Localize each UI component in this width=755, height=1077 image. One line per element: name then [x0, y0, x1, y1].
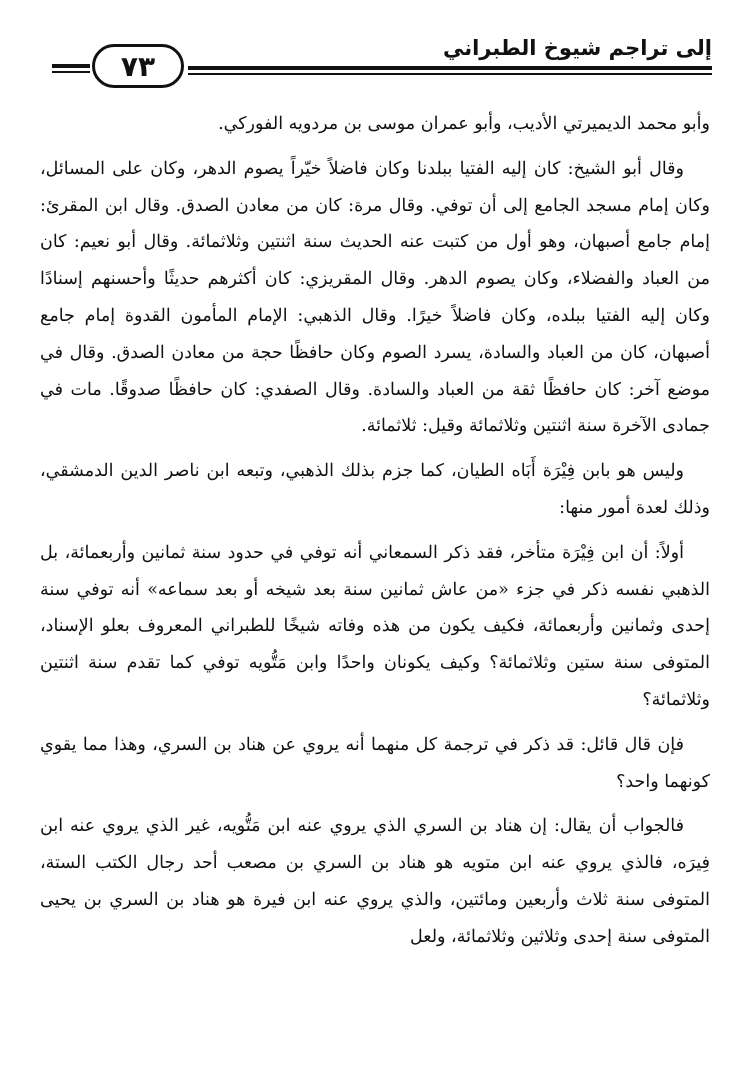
paragraph: أولاً: أن ابن فِيْرَة متأخر، فقد ذكر السمعاني أنه توفي في حدود سنة ثمانين وأربعمائة، بل الذهبي نفسه ذكر في جزء «من عاش ثمانين سنة بعد شيخه أو بعد سماعه» أنه توفي سنة إحدى وثمانين وأربعمائة، فكيف يكون من هذه وفاته شيخًا للطبراني المعروف بعلو الإسناد، المتوفى سنة ستين وثلاثمائة؟ وكيف يكونان واحدًا وابن مَتُّويه توفي كما تقدم سنة اثنتين وثلاثمائة؟	[40, 542, 710, 710]
running-title: إلى تراجم شيوخ الطبراني	[442, 36, 712, 60]
header-rule-left-thick	[52, 64, 90, 68]
page-number-badge	[92, 44, 184, 88]
paragraph: وقال أبو الشيخ: كان إليه الفتيا ببلدنا وكان فاضلاً خيّراً يصوم الدهر، وكان على المسائل، وكان إمام مسجد الجامع إلى أن توفي. وقال مرة: كان من معادن الصدق. وقال ابن المقرئ: إمام جامع أصبهان، وهو أول من كتبت عنه الحديث سنة اثنتين وثلاثمائة. وقال أبو نعيم: كان من العباد والفضلاء، وكان يصوم الدهر. وقال المقريزي: كان أكثرهم حديثًا وأحسنهم إسنادًا وكان إليه الفتيا ببلده، وكان فاضلاً خيرًا. وقال الذهبي: الإمام المأمون القدوة إمام جامع أصبهان، كان من العباد والسادة، يسرد الصوم وكان حافظًا حجة من معادن الصدق. وقال في موضع آخر: كان حافظًا ثقة من العباد والسادة. وقال الصفدي: كان حافظًا صدوقًا. مات في جمادى الآخرة سنة اثنتين وثلاثمائة وقيل: ثلاثمائة.	[40, 158, 710, 437]
paragraph: فالجواب أن يقال: إن هناد بن السري الذي يروي عنه ابن مَتُّويه، غير الذي يروي عنه ابن فِيرَه، فالذي يروي عنه ابن متويه هو هناد بن السري بن مصعب أحد رجال الكتب الستة، المتوفى سنة ثلاث وأربعين ومائتين، والذي يروي عنه ابن فيرة هو هناد بن السري بن يحيى المتوفى سنة إحدى وثلاثين وثلاثمائة، ولعل	[40, 816, 710, 947]
paragraph: وأبو محمد الديميرتي الأديب، وأبو عمران موسى بن مردويه الفوركي.	[218, 114, 710, 134]
header-rule-left-thin	[52, 71, 90, 73]
paragraph: وليس هو بابن فِيْرَة أَبَاه الطيان، كما جزم بذلك الذهبي، وتبعه ابن ناصر الدين الدمشقي، وذلك لعدة أمور منها:	[40, 461, 710, 518]
paragraph: فإن قال قائل: قد ذكر في ترجمة كل منهما أنه يروي عن هناد بن السري، وهذا مما يقوي كونهما واحد؟	[40, 734, 710, 792]
header-rule-thick	[188, 66, 712, 70]
page-body	[40, 106, 710, 956]
header-rule-thin	[188, 73, 712, 75]
page-header	[52, 36, 712, 84]
page-number: ٧٣	[120, 49, 156, 83]
